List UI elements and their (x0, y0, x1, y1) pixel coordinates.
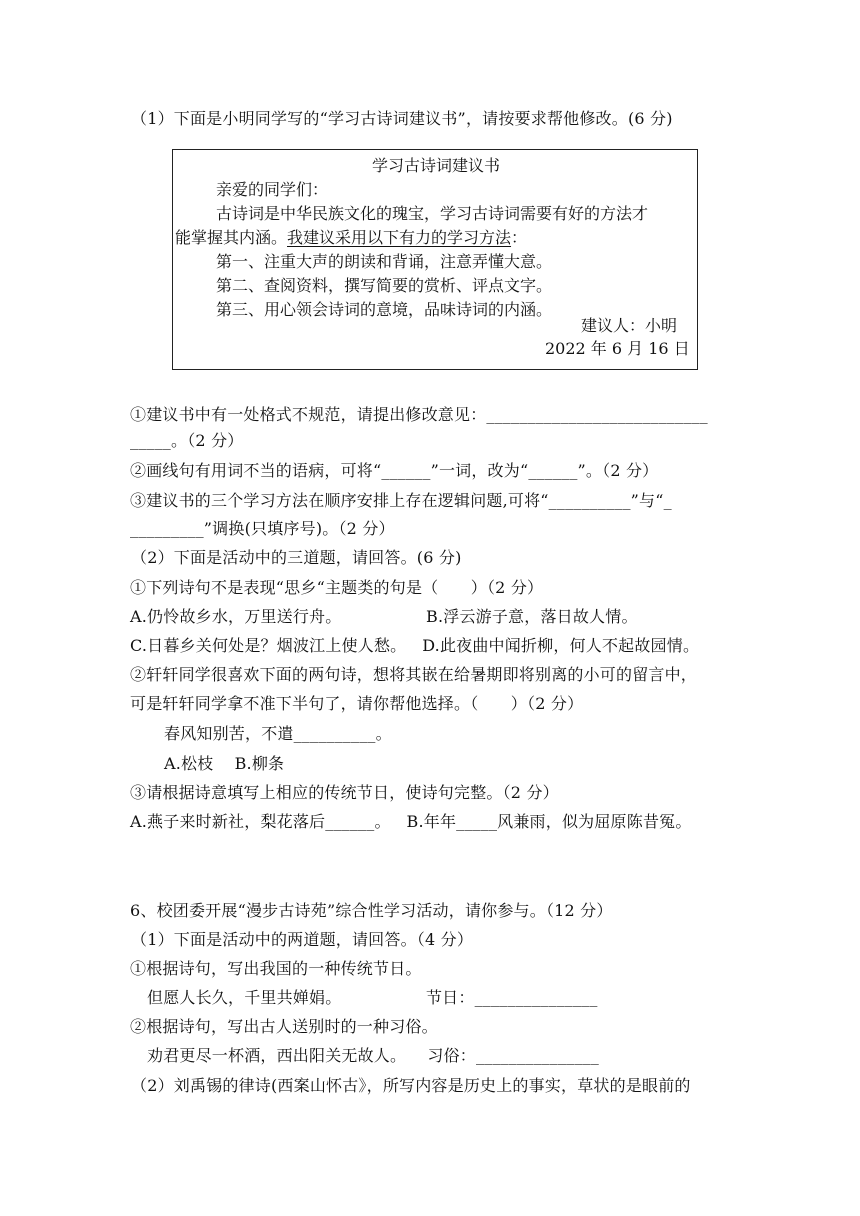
q5-2b-poem: 春风知别苦，不遣__________。 (164, 724, 392, 743)
q6-1b-poem: 劝君更尽一杯酒，西出阳关无故人。 习俗：_______________ (147, 1046, 599, 1065)
letter-date: 2022 年 6 月 16 日 (545, 339, 690, 358)
letter-method-1: 第一、注重大声的朗读和背诵，注意弄懂大意。 (216, 252, 553, 271)
letter-para1-colon: ： (511, 228, 528, 247)
letter-para1-cont: 能掌握其内涵。 (175, 228, 288, 247)
q5-2a-options-cd: C.日暮乡关何处是？烟波江上使人愁。 D.此夜曲中闻折柳，何人不起故园情。 (130, 636, 700, 655)
q5-part1-heading: （1）下面是小明同学写的“学习古诗词建议书”，请按要求帮他修改。(6 分) (131, 109, 673, 128)
q5-part2-heading: （2）下面是活动中的三道题，请回答。(6 分) (131, 548, 462, 567)
letter-para1-start: 古诗词是中华民族文化的瑰宝，学习古诗词需要有好的方法才 (216, 204, 649, 223)
q5-1a: ①建议书中有一处格式不规范，请提出修改意见：___________________________ (130, 405, 708, 424)
letter-para1-line2 (175, 228, 527, 248)
letter-method-2: 第二、查阅资料，撰写简要的赏析、评点文字。 (216, 276, 553, 295)
q6-1a: ①根据诗句，写出我国的一种传统节日。 (130, 959, 422, 978)
q5-2c-options: A.燕子来时新社，梨花落后______。 B.年年_____风兼雨，似为屈原陈昔冤。 (130, 812, 692, 831)
letter-signer: 建议人：小明 (581, 316, 678, 335)
q5-1b: ②画线句有用词不当的语病，可将“______”一词，改为“______”。（2 分） (130, 461, 659, 480)
q5-1c: ③建议书的三个学习方法在顺序安排上存在逻辑问题,可将“__________”与“_ (130, 491, 672, 510)
letter-title: 学习古诗词建议书 (372, 156, 501, 175)
letter-method-3: 第三、用心领会诗词的意境，品味诗词的内涵。 (216, 300, 553, 319)
q6-1b: ②根据诗句，写出古人送别时的一种习俗。 (130, 1017, 438, 1036)
underlined-sentence: 我建议采用以下有力的学习方法 (287, 228, 512, 247)
q5-2b-cont: 可是轩轩同学拿不准下半句了，请你帮他选择。（ ）（2 分） (130, 694, 584, 713)
q6-part1-heading: （1）下面是活动中的两道题，请回答。（4 分） (131, 930, 474, 949)
q5-2a-options-ab: A.仍怜故乡水，万里送行舟。 B.浮云游子意，落日故人情。 (130, 607, 638, 626)
q6-heading: 6、校团委开展“漫步古诗苑”综合性学习活动，请你参与。（12 分） (130, 901, 613, 920)
q5-2c: ③请根据诗意填写上相应的传统节日，使诗句完整。（2 分） (130, 783, 559, 802)
q5-2b-options: A.松枝 B.柳条 (164, 754, 285, 773)
q6-part2-heading: （2）刘禹锡的律诗(西案山怀古》，所写内容是历史上的事实，草状的是眼前的 (131, 1076, 691, 1095)
q5-2b: ②轩轩同学很喜欢下面的两句诗，想将其嵌在给暑期即将别离的小可的留言中， (130, 665, 698, 684)
q5-1a-cont: _____。（2 分） (130, 431, 244, 450)
q5-1c-cont: _________”调换(只填序号)。（2 分） (130, 519, 395, 538)
letter-greeting: 亲爱的同学们： (216, 180, 329, 199)
proposal-letter-box (172, 149, 698, 370)
q5-2a: ①下列诗句不是表现“思乡“主题类的句是（ ）（2 分） (130, 578, 544, 597)
q6-1a-poem: 但愿人长久，千里共婵娟。 节日：_______________ (147, 988, 598, 1007)
